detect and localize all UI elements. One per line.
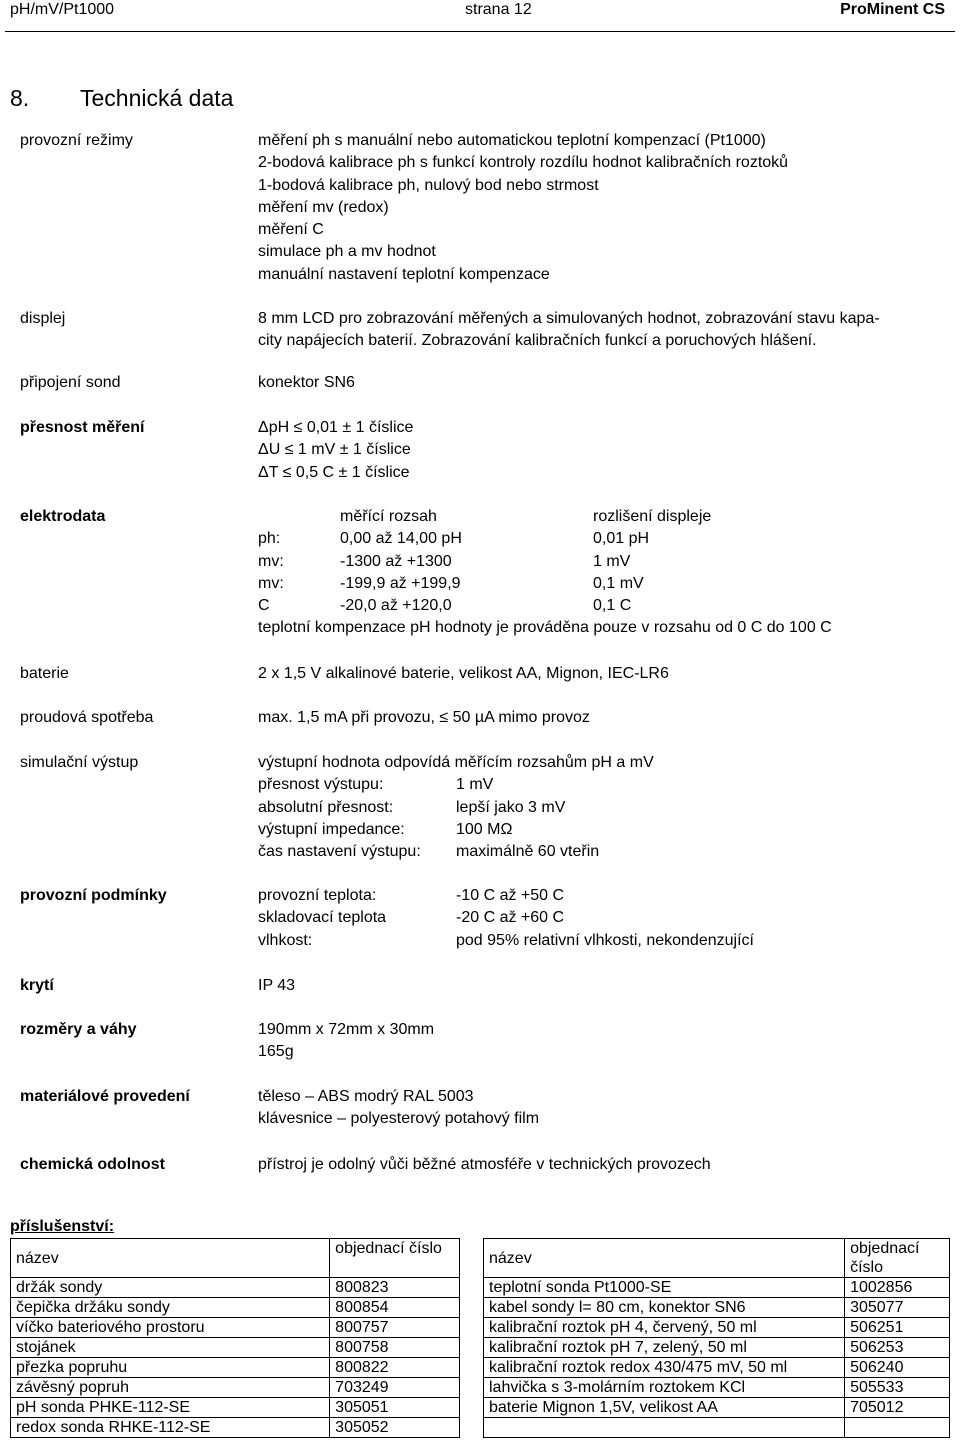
value-line: výstupní hodnota odpovídá měřícím rozsahům pH a mV (258, 754, 654, 771)
sim-row (258, 774, 958, 796)
spec-value (258, 707, 958, 729)
row-name: ph: (258, 530, 281, 548)
value-line: manuální nastavení teplotní kompenzace (258, 265, 550, 283)
item-name: kalibrační roztok pH 7, zelený, 50 ml (484, 1338, 845, 1358)
condition-key: skladovací teplota (258, 909, 387, 927)
item-order: 703249 (330, 1378, 460, 1398)
section-number: 8. (10, 85, 30, 111)
value-line: měření ph s manuální nebo automatickou teplotní kompenzací (Pt1000) (258, 132, 766, 149)
header-company: ProMinent CS (840, 1, 945, 18)
value-line: 8 mm LCD pro zobrazování měřených a simulovaných hodnot, zobrazování stavu kapa- (258, 310, 880, 327)
value-line: 2-bodová kalibrace ph s funkcí kontroly rozdílu hodnot kalibračních roztoků (258, 154, 789, 172)
item-order: 505533 (845, 1378, 950, 1398)
accessories-table-right (483, 1238, 950, 1438)
condition-key: provozní teplota: (258, 887, 377, 904)
item-name (484, 1418, 845, 1438)
value-line: simulace ph a mv hodnot (258, 243, 436, 261)
table-row (484, 1398, 950, 1418)
row-range: -1300 až +1300 (340, 552, 452, 570)
sim-key: čas nastavení výstupu: (258, 843, 421, 861)
value-line: přístroj je odolný vůči běžné atmosféře v technických provozech (258, 1156, 711, 1173)
table-row (484, 1378, 950, 1398)
sim-row (258, 841, 958, 863)
item-name: víčko bateriového prostoru (11, 1318, 330, 1338)
item-name: kalibrační roztok pH 4, červený, 50 ml (484, 1318, 845, 1338)
column-range: měřící rozsah (340, 508, 437, 525)
spec-label: přesnost měření (20, 419, 145, 436)
value-line: ΔpH ≤ 0,01 ± 1 číslice (258, 419, 414, 436)
condition-value: -20 C až +60 C (456, 909, 565, 927)
sim-row (258, 819, 958, 841)
value-line: city napájecích baterií. Zobrazování kalibračních funkcí a poruchových hlášení. (258, 332, 817, 350)
item-name: baterie Mignon 1,5V, velikost AA (484, 1398, 845, 1418)
table-row (484, 1318, 950, 1338)
table-row (11, 1298, 460, 1318)
electrodata-header (258, 506, 958, 528)
item-name: čepička držáku sondy (11, 1298, 330, 1318)
spec-value (258, 506, 958, 640)
sim-key: absolutní přesnost: (258, 798, 394, 816)
item-name: držák sondy (11, 1278, 330, 1298)
item-order: 800822 (330, 1358, 460, 1378)
item-order: 705012 (845, 1398, 950, 1418)
table-row (484, 1298, 950, 1318)
value-line: 1-bodová kalibrace ph, nulový bod nebo strmost (258, 176, 599, 194)
column-resolution: rozlišení displeje (593, 508, 712, 525)
row-resolution: 0,01 pH (593, 530, 650, 548)
value-line: 165g (258, 1043, 294, 1061)
table-header-row (11, 1239, 460, 1278)
electrodata-row (258, 573, 958, 595)
accessories-table-left (10, 1238, 460, 1438)
value-line: 190mm x 72mm x 30mm (258, 1021, 435, 1038)
spec-label: proudová spotřeba (20, 709, 154, 726)
table-row (11, 1418, 460, 1438)
condition-row (258, 930, 958, 952)
header-divider (5, 31, 955, 32)
item-order: 1002856 (845, 1278, 950, 1298)
table-row (484, 1338, 950, 1358)
spec-label: chemická odolnost (20, 1156, 165, 1173)
sim-row (258, 797, 958, 819)
item-order: 800854 (330, 1298, 460, 1318)
spec-value (258, 417, 958, 484)
spec-label: materiálové provedení (20, 1088, 190, 1105)
table-row (11, 1378, 460, 1398)
item-name: teplotní sonda Pt1000-SE (484, 1278, 845, 1298)
item-order: 800758 (330, 1338, 460, 1358)
value-line: ΔU ≤ 1 mV ± 1 číslice (258, 441, 411, 459)
item-order (845, 1418, 950, 1438)
table-row (484, 1278, 950, 1298)
item-order: 506240 (845, 1358, 950, 1378)
section-title: Technická data (80, 85, 234, 111)
row-range: 0,00 až 14,00 pH (340, 530, 462, 548)
electrodata-row (258, 528, 958, 550)
condition-row (258, 907, 958, 929)
table-row (484, 1358, 950, 1378)
item-order: 506251 (845, 1318, 950, 1338)
spec-value (258, 975, 958, 997)
spec-value (258, 885, 958, 952)
value-line: max. 1,5 mA při provozu, ≤ 50 µA mimo provoz (258, 709, 590, 726)
row-range: -20,0 až +120,0 (340, 597, 452, 615)
table-row (11, 1398, 460, 1418)
value-line: měření mv (redox) (258, 198, 389, 216)
condition-value: -10 C až +50 C (456, 887, 565, 904)
spec-value (258, 308, 958, 353)
sim-value: 1 mV (456, 776, 494, 794)
condition-key: vlhkost: (258, 931, 313, 949)
spec-label: připojení sond (20, 374, 121, 391)
value-line: 2 x 1,5 V alkalinové baterie, velikost AA, Mignon, IEC-LR6 (258, 665, 669, 682)
spec-value (258, 130, 958, 286)
column-header-name: název (484, 1239, 845, 1278)
condition-row (258, 885, 958, 907)
item-order: 305051 (330, 1398, 460, 1418)
item-order: 305077 (845, 1298, 950, 1318)
item-name: pH sonda PHKE-112-SE (11, 1398, 330, 1418)
column-header-name: název (11, 1239, 330, 1278)
spec-value (258, 663, 958, 685)
electrodata-note: teplotní kompenzace pH hodnoty je prováděna pouze v rozsahu od 0 C do 100 C (258, 619, 832, 637)
row-name: C (258, 597, 270, 615)
row-resolution: 0,1 C (593, 597, 632, 615)
table-row (11, 1278, 460, 1298)
item-name: přezka popruhu (11, 1358, 330, 1378)
spec-label: provozní režimy (20, 132, 133, 149)
row-name: mv: (258, 574, 284, 592)
spec-label: displej (20, 310, 66, 327)
condition-value: pod 95% relativní vlhkosti, nekondenzující (456, 931, 754, 949)
electrodata-row (258, 595, 958, 617)
value-line: měření C (258, 221, 324, 239)
item-name: stojánek (11, 1338, 330, 1358)
sim-key: přesnost výstupu: (258, 776, 384, 794)
spec-value (258, 752, 958, 863)
column-header-order: objednací číslo (330, 1239, 460, 1278)
table-row (11, 1318, 460, 1338)
spec-value (258, 372, 958, 394)
spec-value (258, 1154, 958, 1176)
spec-label: rozměry a váhy (20, 1021, 137, 1038)
page-header (10, 0, 950, 24)
row-resolution: 0,1 mV (593, 574, 644, 592)
sim-key: výstupní impedance: (258, 820, 405, 838)
sim-value: 100 MΩ (456, 820, 513, 838)
spec-label: elektrodata (20, 508, 106, 525)
header-page-number: strana 12 (465, 1, 532, 18)
sim-value: lepší jako 3 mV (456, 798, 566, 816)
item-name: kalibrační roztok redox 430/475 mV, 50 ml (484, 1358, 845, 1378)
item-order: 800823 (330, 1278, 460, 1298)
value-line: ΔT ≤ 0,5 C ± 1 číslice (258, 463, 410, 481)
value-line: IP 43 (258, 977, 296, 994)
table-row (11, 1338, 460, 1358)
item-name: lahvička s 3-molárním roztokem KCl (484, 1378, 845, 1398)
table-header-row (484, 1239, 950, 1278)
row-name: mv: (258, 552, 284, 570)
section-heading (10, 84, 233, 112)
column-header-order: objednací číslo (845, 1239, 950, 1278)
spec-label: baterie (20, 665, 69, 682)
value-line: těleso – ABS modrý RAL 5003 (258, 1088, 474, 1105)
spec-label: simulační výstup (20, 754, 139, 771)
row-range: -199,9 až +199,9 (340, 574, 461, 592)
value-line: konektor SN6 (258, 374, 355, 391)
item-name: redox sonda RHKE-112-SE (11, 1418, 330, 1438)
value-line: klávesnice – polyesterový potahový film (258, 1110, 540, 1128)
item-order: 305052 (330, 1418, 460, 1438)
sim-value: maximálně 60 vteřin (456, 843, 600, 861)
spec-label: krytí (20, 977, 54, 994)
table-row (484, 1418, 950, 1438)
item-order: 506253 (845, 1338, 950, 1358)
spec-label: provozní podmínky (20, 887, 167, 904)
accessories-title: příslušenství: (10, 1218, 115, 1235)
item-name: závěsný popruh (11, 1378, 330, 1398)
row-resolution: 1 mV (593, 552, 631, 570)
electrodata-row (258, 551, 958, 573)
header-product: pH/mV/Pt1000 (10, 1, 115, 18)
item-name: kabel sondy l= 80 cm, konektor SN6 (484, 1298, 845, 1318)
spec-value (258, 1086, 958, 1131)
table-row (11, 1358, 460, 1378)
spec-value (258, 1019, 958, 1064)
item-order: 800757 (330, 1318, 460, 1338)
